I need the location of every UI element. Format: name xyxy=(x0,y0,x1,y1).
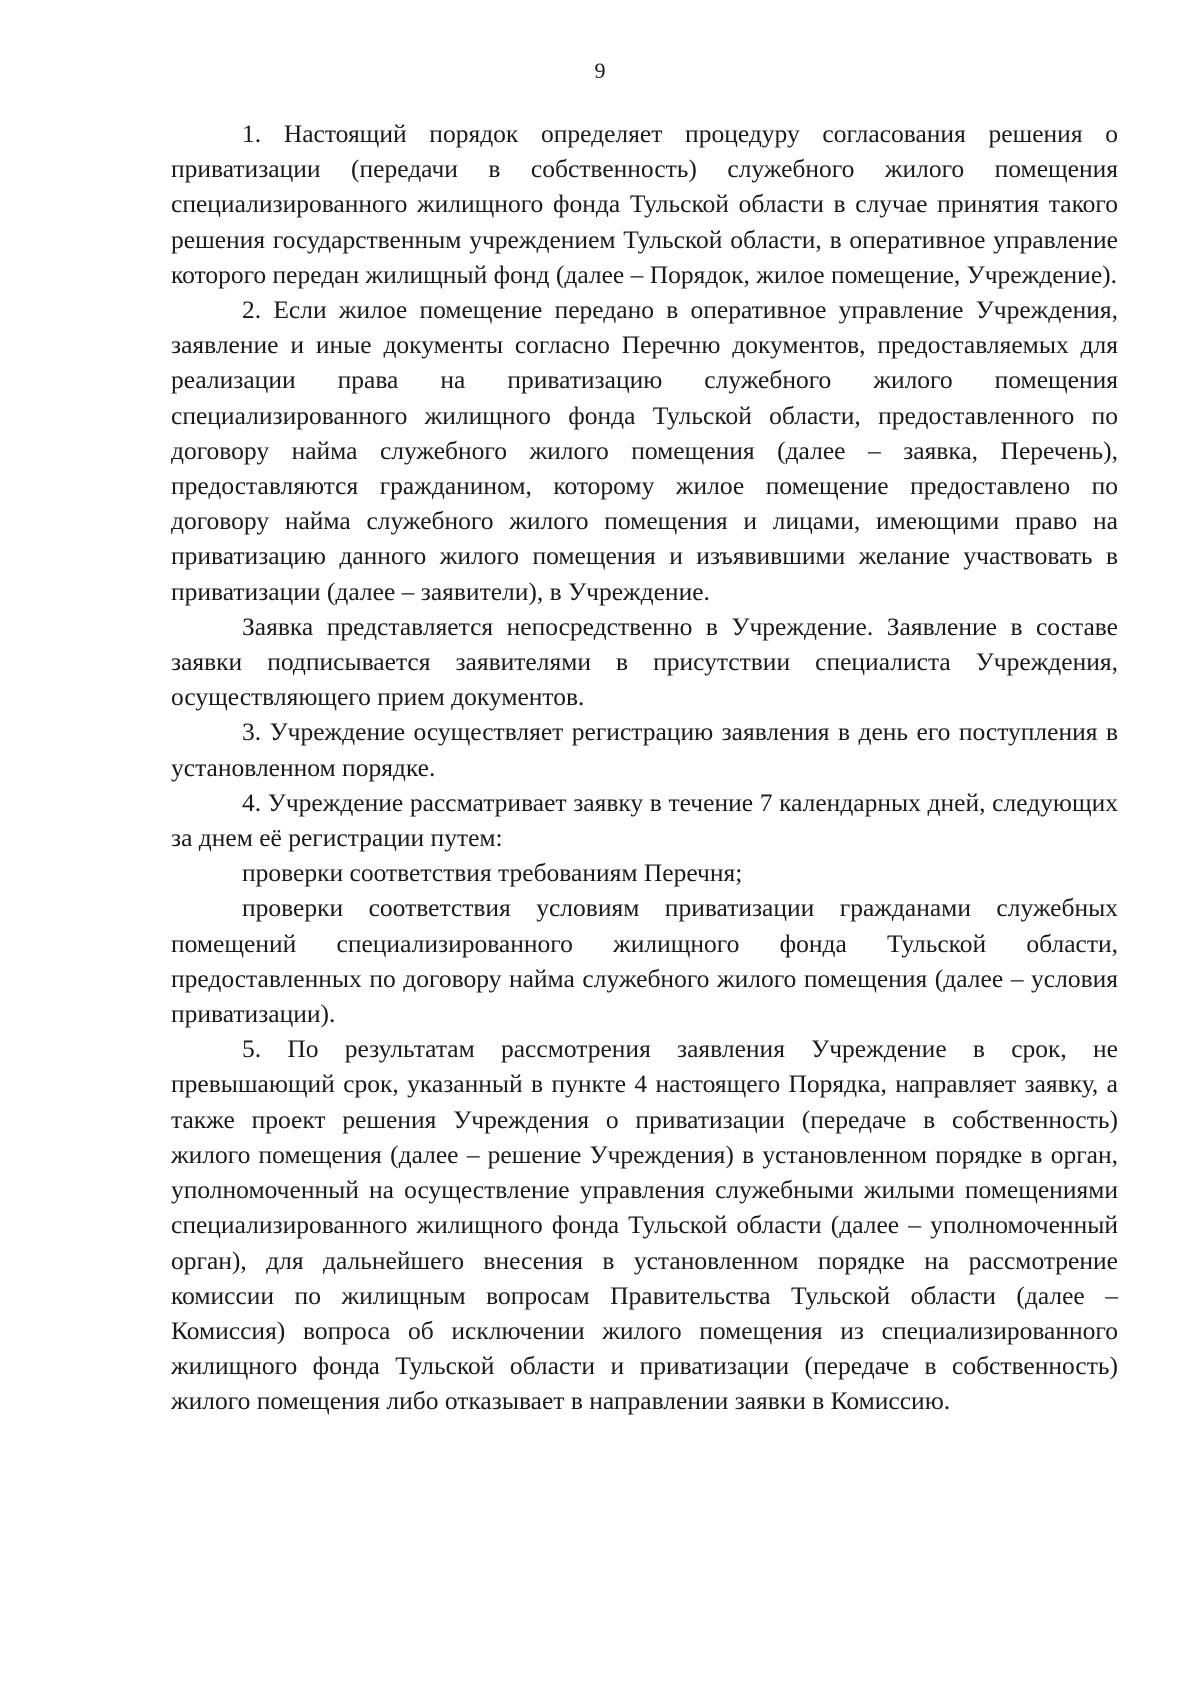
paragraph-4-check-list: проверки соответствия требованиям Перечня; xyxy=(242,858,743,888)
paragraph-5: 5. По результатам рассмотрения заявления Учреждение в срок, не превышающий срок, указанный в пункте 4 настоящего Порядка, направляет заявку, а также проект решения Учреждения о приватизации (передаче в собственность) жилого помещения (далее – решение Учреждения) в установленном порядке в орган, уполномоченный на осуществление управления служебными жилыми помещениями специализированного жилищного фонда Тульской области (далее – уполномоченный орган), для дальнейшего внесения в установленном порядке на рассмотрение комиссии по жилищным вопросам Правительства Тульской области (далее – Комиссия) вопроса об исключении жилого помещения из специализированного жилищного фонда Тульской области и приватизации (передаче в собственность) жилого помещения либо отказывает в направлении заявки в Комиссию. xyxy=(171,1034,1118,1416)
paragraph-1: 1. Настоящий порядок определяет процедуру согласования решения о приватизации (передачи в собственность) служебного жилого помещения специализированного жилищного фонда Тульской области в случае принятия такого решения государственным учреждением Тульской области, в оперативное управление которого передан жилищный фонд (далее – Порядок, жилое помещение, Учреждение). xyxy=(171,119,1118,289)
paragraph-3: 3. Учреждение осуществляет регистрацию заявления в день его поступления в установленном порядке. xyxy=(171,717,1118,782)
document-body xyxy=(171,116,1118,1419)
page-number: 9 xyxy=(594,58,606,83)
paragraph-4-check-conditions: проверки соответствия условиям приватизации гражданами служебных помещений специализированного жилищного фонда Тульской области, предоставленных по договору найма служебного жилого помещения (далее – условия приватизации). xyxy=(171,893,1118,1029)
paragraph-2: 2. Если жилое помещение передано в оперативное управление Учреждения, заявление и иные документы согласно Перечню документов, предоставляемых для реализации права на приватизацию служебного жилого помещения специализированного жилищного фонда Тульской области, предоставленного по договору найма служебного жилого помещения (далее – заявка, Перечень), предоставляются гражданином, которому жилое помещение предоставлено по договору найма служебного жилого помещения и лицами, имеющими право на приватизацию данного жилого помещения и изъявившими желание участвовать в приватизации (далее – заявители), в Учреждение. xyxy=(171,295,1118,606)
paragraph-4: 4. Учреждение рассматривает заявку в течение 7 календарных дней, следующих за днем её регистрации путем: xyxy=(171,787,1118,853)
paragraph-2-application-submission: Заявка представляется непосредственно в Учреждение. Заявление в составе заявки подписывается заявителями в присутствии специалиста Учреждения, осуществляющего прием документов. xyxy=(171,611,1118,712)
